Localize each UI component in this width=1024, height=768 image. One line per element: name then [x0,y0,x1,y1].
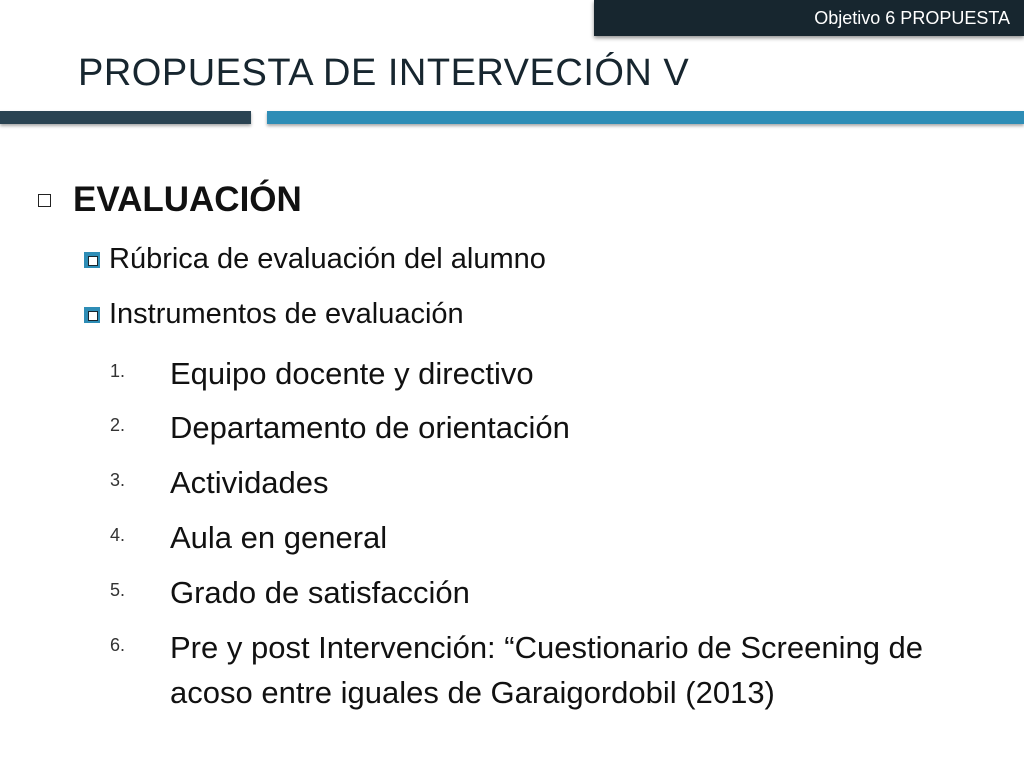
square-bullet-icon [38,194,51,207]
item-number: 5. [110,580,126,600]
item-number: 4. [110,525,126,545]
item-number: 2. [110,415,126,435]
item-number: 3. [110,470,126,490]
item-text: Equipo docente y directivo [170,356,534,391]
bullet-text: Instrumentos de evaluación [109,298,464,330]
item-number: 6. [110,635,126,655]
slide-title: PROPUESTA DE INTERVECIÓN V [78,52,690,94]
bullet-item [84,298,464,331]
item-number: 1. [110,361,126,381]
bullet-item [84,243,546,276]
item-text: Grado de satisfacción [170,575,470,610]
item-text: Aula en general [170,520,388,555]
item-text: Actividades [170,465,329,500]
item-text: Pre y post Intervención: “Cuestionario de Screening de acoso entre iguales de Garaigordobil (2013) [170,630,924,710]
heading-text: EVALUACIÓN [73,180,302,219]
section-tag-label: Objetivo 6 PROPUESTA [814,8,1010,28]
item-text: Departamento de orientación [170,410,570,445]
bullet-text: Rúbrica de evaluación del alumno [109,243,546,275]
filled-square-bullet-icon [84,307,100,323]
heading-item [38,180,302,220]
filled-square-bullet-icon [84,252,100,268]
